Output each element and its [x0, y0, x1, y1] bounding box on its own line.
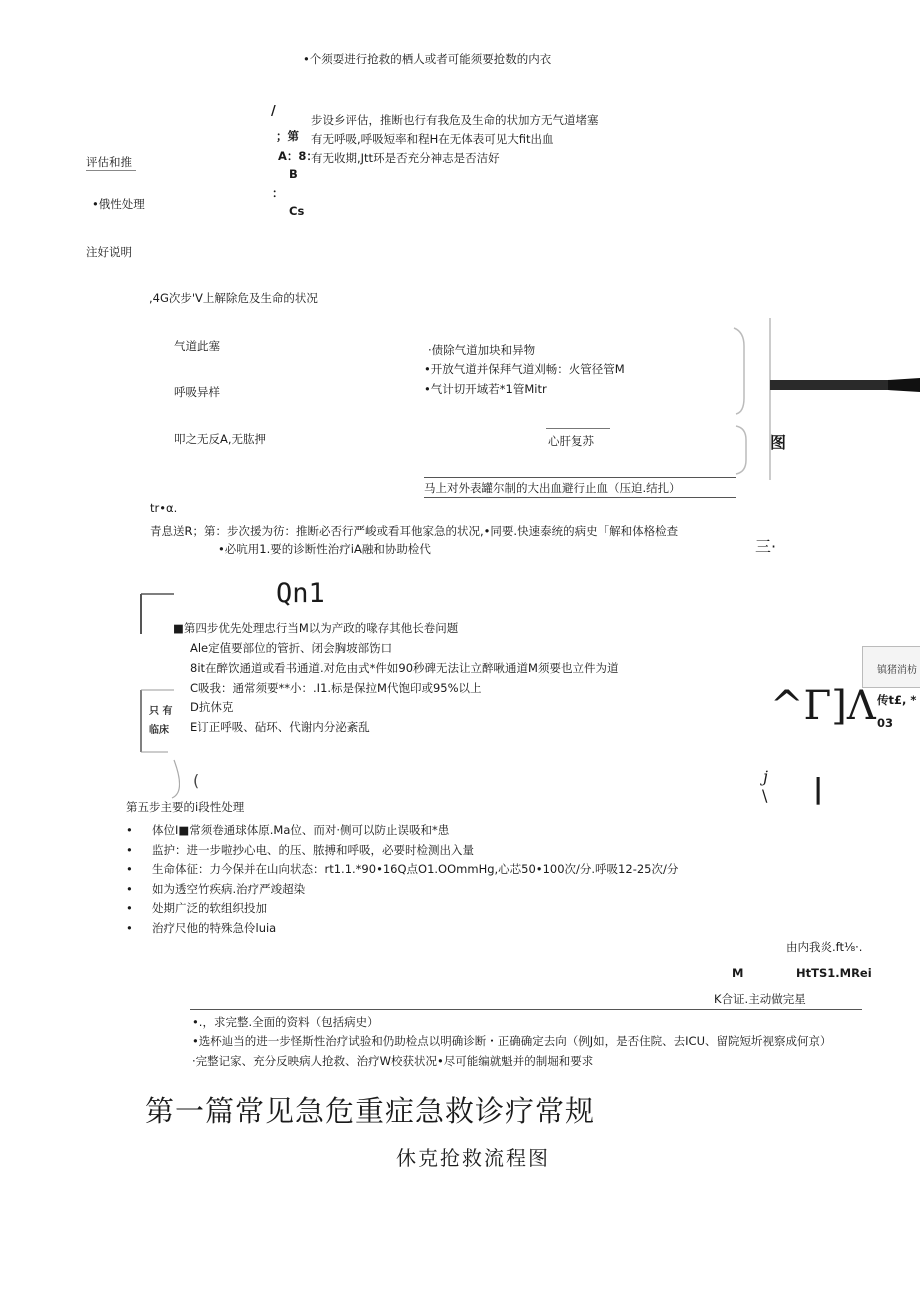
step4-item: E订正呼吸、砧环、代谢内分泌紊乱	[190, 720, 370, 734]
fragment-chuan: 传t£, *	[877, 693, 917, 707]
step2-problem: 呼吸异样	[174, 385, 220, 399]
step4-title: ■第四步优先处理忠行当M以为产政的喙存其他长卷问题	[173, 621, 459, 635]
step5-title: 第五步主要的i段性处理	[126, 800, 245, 814]
fragment-qn: Qn1	[276, 578, 325, 609]
label-underline	[86, 170, 136, 171]
fragment-bar: |	[813, 772, 824, 805]
right-note: 由内我炎.ft⅛·.	[786, 940, 863, 954]
step3-line: •必吭用1.要的诊断性治疗iA融和协助检代	[218, 542, 431, 556]
label-emergency: •俄性处理	[92, 197, 145, 211]
label-notes: 注好说明	[86, 245, 132, 259]
bracket-graphic	[728, 318, 920, 480]
step2-action: •开放气道并保拜气道刈畅：火管径管M	[424, 362, 625, 376]
part-title: 第一篇常见急危重症急救诊疗常规	[145, 1094, 596, 1128]
step2-title: ,4G次步'V上解除危及生命的状况	[149, 291, 318, 305]
step1-line: 有无呼吸,呼吸短率和程H在无体表可见大fit出血	[311, 132, 554, 146]
step5-item: • 处期广泛的软组织投加	[126, 899, 678, 919]
step1-mark: A：8：	[278, 149, 318, 163]
fragment-03: 03	[877, 716, 894, 730]
step4-item: D抗休克	[190, 700, 234, 714]
final-item: •选杯辿当的进一步怪斯性治疗试验和仍助检点以明确诊断・正确确定去向（例J如，是否住院、去ICU、留院短圻视察成何京）	[192, 1034, 832, 1048]
step1-line: 步设乡评估，推断也行有我危及生命的状加方无气道堵塞	[311, 113, 599, 127]
right-note-verify: K合证.主动做完星	[714, 992, 806, 1006]
step2-problem: 气道此塞	[174, 339, 220, 353]
step1-mark: /	[271, 104, 276, 119]
step2-problem: 叩之无反A,无肱押	[174, 432, 267, 446]
step1-line: 有无收期,Jtt环是否充分神志是否洁好	[311, 151, 500, 165]
fragment-slash: \	[762, 786, 768, 805]
box-text: 只 有	[149, 706, 173, 717]
chart-title: 休克抢救流程图	[396, 1146, 550, 1170]
step4-item: 8it在醉饮通道或看书通道.对危由式*件如90秒碑无法让立醉啾通道M须要也立件为道	[190, 661, 619, 675]
right-note-hts: HtTS1.MRei	[796, 966, 872, 980]
step5-item: • 如为透空竹疾病.治疗严竣超染	[126, 880, 678, 900]
cpr-line	[546, 428, 610, 429]
step5-item: • 治疗尺他的特殊急伶luia	[126, 919, 678, 939]
final-rule	[190, 1009, 862, 1010]
step5-item: • 生命体征：力今保并在山向状态：rt1.1.*90•16Q点O1.OOmmHg,心芯50•100次/分.呼吸12-25次/分	[126, 860, 678, 880]
step3-marker: tr•α.	[150, 501, 178, 515]
step4-item: Ale定值要部位的管折、闭会胸坡部饬口	[190, 641, 393, 655]
header-line: •个须耍进行抢救的栖人或者可能须要抢数的内衣	[303, 52, 552, 66]
right-box-text: 镇猪消枋	[877, 665, 917, 676]
step5-item: • 监护：进一步啦抄心电、的压、脓搏和呼吸，必要时检测出入量	[126, 841, 678, 861]
step1-mark: Cs	[289, 204, 305, 218]
edge-glyph: 图	[770, 433, 787, 452]
right-box	[862, 646, 920, 688]
bleeding-bottom-rule	[424, 497, 736, 498]
label-assess: 评估和推	[86, 155, 132, 169]
bleeding-top-rule	[424, 477, 736, 478]
final-item: •.，求完整.全面的资料（包括病史）	[192, 1015, 379, 1029]
fragment-big-symbols: ^Γ]Λ	[770, 683, 876, 729]
step2-action: ·债除气道加块和异物	[428, 343, 536, 357]
paren-fragment: (	[193, 771, 200, 790]
bleeding-action: 马上对外表罐尔制的大出血避行止血（压迫.结扎）	[424, 481, 681, 495]
step1-mark: ：	[272, 186, 284, 200]
fragment-san: 三·	[755, 537, 777, 556]
step1-mark: B	[289, 167, 298, 181]
final-item: ·完整记家、充分反映病人抢救、治疗W校获状况•尽可能编就魁并的制堀和要求	[192, 1054, 594, 1068]
step5-item: • 体位I■常须卷通球体原.Ma位、而对·侧可以防止误吸和*患	[126, 821, 678, 841]
step3-line: 青息送R；第：步次援为彷：推断必否行严峻或看耳他家急的状况,•同要.快速泰统的病史「解和体格检查	[150, 524, 679, 538]
fragment-j: j	[763, 767, 768, 786]
step2-action: •气计切开域若*1管Mitr	[424, 382, 547, 396]
step1-mark: ；第	[276, 129, 299, 143]
cpr-label: 心肝复苏	[548, 434, 594, 448]
box-text: 临床	[149, 725, 169, 736]
step5-list	[126, 821, 678, 939]
right-note-m: M	[732, 966, 744, 980]
step4-item: C吸我：通常须要**小：.I1.标是保拉M代饱印或95%以上	[190, 681, 482, 695]
